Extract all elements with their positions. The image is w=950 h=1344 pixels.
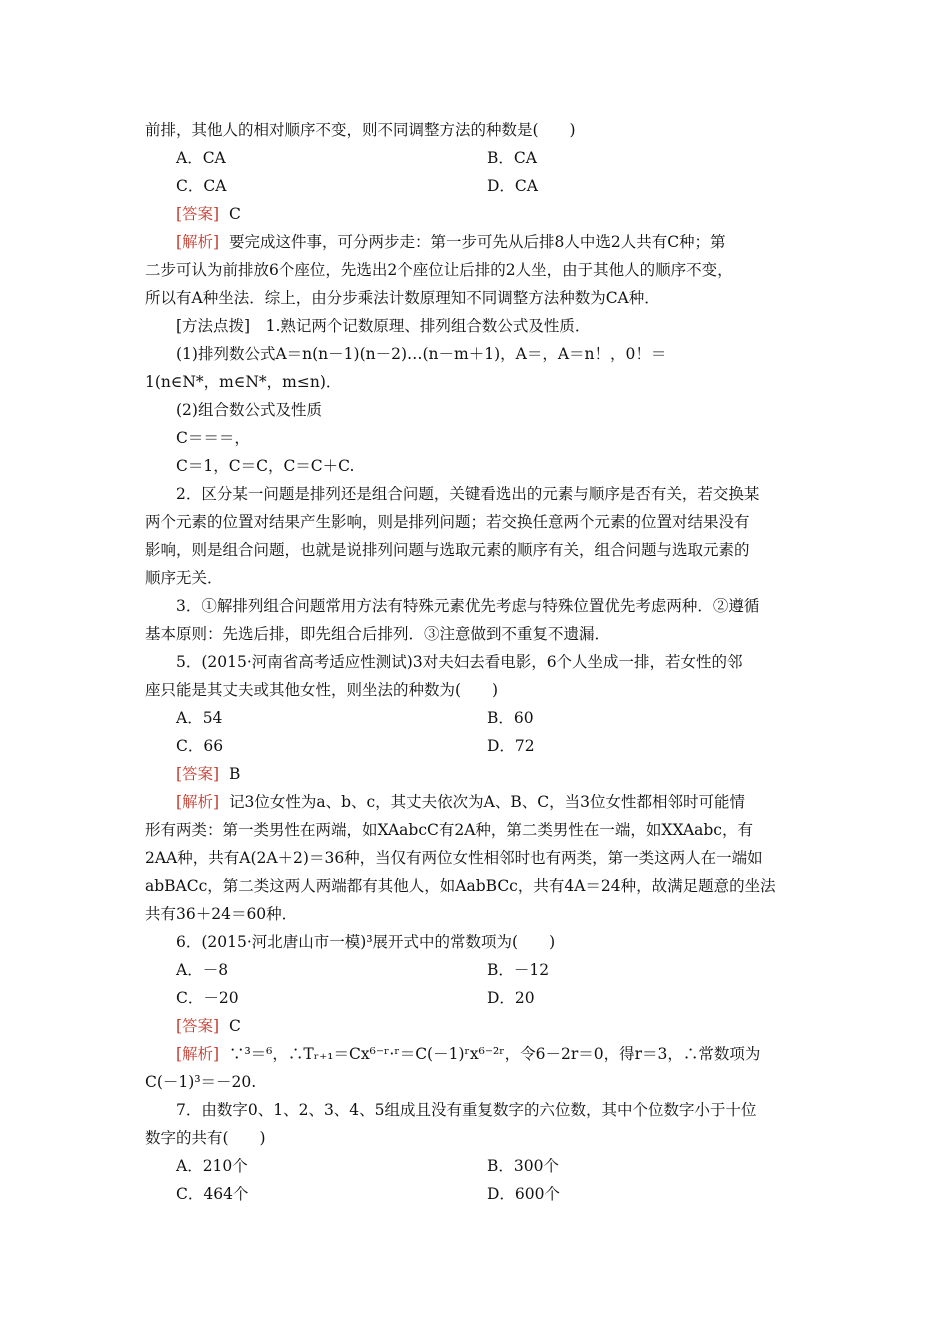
- analysis-label: [解析]: [176, 233, 220, 251]
- method-tip-text: 影响，则是组合问题，也就是说排列问题与选取元素的顺序有关，组合问题与选取元素的: [145, 541, 750, 559]
- method-tip: [方法点拨] 1.熟记两个记数原理、排列组合数公式及性质．: [176, 317, 591, 335]
- analysis-text: 记3位女性为a、b、c，其丈夫依次为A、B、C，当3位女性都相邻时可能情: [228, 793, 745, 811]
- answer-line: [176, 764, 240, 784]
- question-5-stem: 5．(2015·河南省高考适应性测试)3对夫妇去看电影，6个人坐成一排，若女性的邻: [176, 653, 743, 671]
- option-b: B．CA: [487, 149, 537, 167]
- option-c: C．464个: [176, 1185, 249, 1203]
- answer-value: C: [228, 1017, 241, 1035]
- option-d: D．CA: [487, 177, 538, 195]
- analysis-text: 要完成这件事，可分两步走：第一步可先从后排8人中选2人共有C种；第: [228, 233, 726, 251]
- answer-label: [答案]: [176, 1017, 220, 1035]
- option-c: C．CA: [176, 177, 227, 195]
- analysis-text: 二步可认为前排放6个座位，先选出2个座位让后排的2人坐，由于其他人的顺序不变，: [145, 261, 733, 279]
- formula-line: C＝＝＝，: [176, 429, 250, 447]
- formula-line: C＝1，C＝C，C＝C＋C.: [176, 457, 355, 475]
- method-tip-text: (2)组合数公式及性质: [176, 401, 322, 419]
- question-7-stem: 7．由数字0、1、2、3、4、5组成且没有重复数字的六位数，其中个位数字小于十位: [176, 1101, 757, 1119]
- option-b: B．－12: [487, 961, 550, 979]
- method-tip-text: (1)排列数公式A＝n(n－1)(n－2)…(n－m＋1)，A＝，A＝n！，0！＝: [176, 345, 667, 363]
- option-a: A．CA: [176, 149, 226, 167]
- option-c: C．－20: [176, 989, 239, 1007]
- analysis-text: ∵³＝⁶，∴Tᵣ₊₁＝Cx⁶⁻ʳ·ʳ＝C(－1)ʳx⁶⁻²ʳ，令6－2r＝0，得r＝3，∴常数项为: [228, 1045, 761, 1063]
- analysis-line: [176, 1044, 760, 1064]
- answer-line: [176, 204, 241, 224]
- question-5-stem: 座只能是其丈夫或其他女性，则坐法的种数为( ): [145, 681, 499, 699]
- method-tip-text: 1(n∈N*，m∈N*，m≤n)．: [145, 373, 342, 391]
- option-d: D．72: [487, 737, 535, 755]
- analysis-line: [176, 792, 745, 812]
- analysis-text: 形有两类：第一类男性在两端，如XAabcC有2A种，第二类男性在一端，如XXAabc，有: [145, 821, 753, 839]
- analysis-label: [解析]: [176, 1045, 220, 1063]
- analysis-line: [176, 232, 726, 252]
- method-tip-text: 顺序无关．: [145, 569, 223, 587]
- analysis-text: abBACc，第二类这两人两端都有其他人，如AabBCc，共有4A＝24种，故满足题意的坐法: [145, 877, 776, 895]
- option-a: A．54: [176, 709, 223, 727]
- method-tip-text: 两个元素的位置对结果产生影响，则是排列问题；若交换任意两个元素的位置对结果没有: [145, 513, 750, 531]
- answer-value: C: [228, 205, 241, 223]
- method-tip-text: 基本原则：先选后排，即先组合后排列．③注意做到不重复不遗漏．: [145, 625, 611, 643]
- q4-stem-tail: 前排，其他人的相对顺序不变，则不同调整方法的种数是( ): [145, 121, 576, 139]
- analysis-text: 2AA种，共有A(2A＋2)＝36种，当仅有两位女性相邻时也有两类，第一类这两人在一端如: [145, 849, 763, 867]
- answer-label: [答案]: [176, 205, 220, 223]
- method-tip-text: 2．区分某一问题是排列还是组合问题，关键看选出的元素与顺序是否有关，若交换某: [176, 485, 760, 503]
- answer-value: B: [228, 765, 241, 783]
- option-b: B．60: [487, 709, 534, 727]
- analysis-label: [解析]: [176, 793, 220, 811]
- analysis-text: 所以有A种坐法．综上，由分步乘法计数原理知不同调整方法种数为CA种．: [145, 289, 660, 307]
- option-a: A．－8: [176, 961, 229, 979]
- analysis-text: 共有36＋24＝60种．: [145, 905, 298, 923]
- question-6-stem: 6．(2015·河北唐山市一模)³展开式中的常数项为( ): [176, 933, 556, 951]
- analysis-text: C(－1)³＝－20.: [145, 1073, 257, 1091]
- answer-line: [176, 1016, 241, 1036]
- option-d: D．20: [487, 989, 535, 1007]
- method-tip-text: 3．①解排列组合问题常用方法有特殊元素优先考虑与特殊位置优先考虑两种．②遵循: [176, 597, 760, 615]
- option-d: D．600个: [487, 1185, 561, 1203]
- option-c: C．66: [176, 737, 224, 755]
- question-7-stem: 数字的共有( ): [145, 1129, 266, 1147]
- option-b: B．300个: [487, 1157, 559, 1175]
- option-a: A．210个: [176, 1157, 248, 1175]
- answer-label: [答案]: [176, 765, 220, 783]
